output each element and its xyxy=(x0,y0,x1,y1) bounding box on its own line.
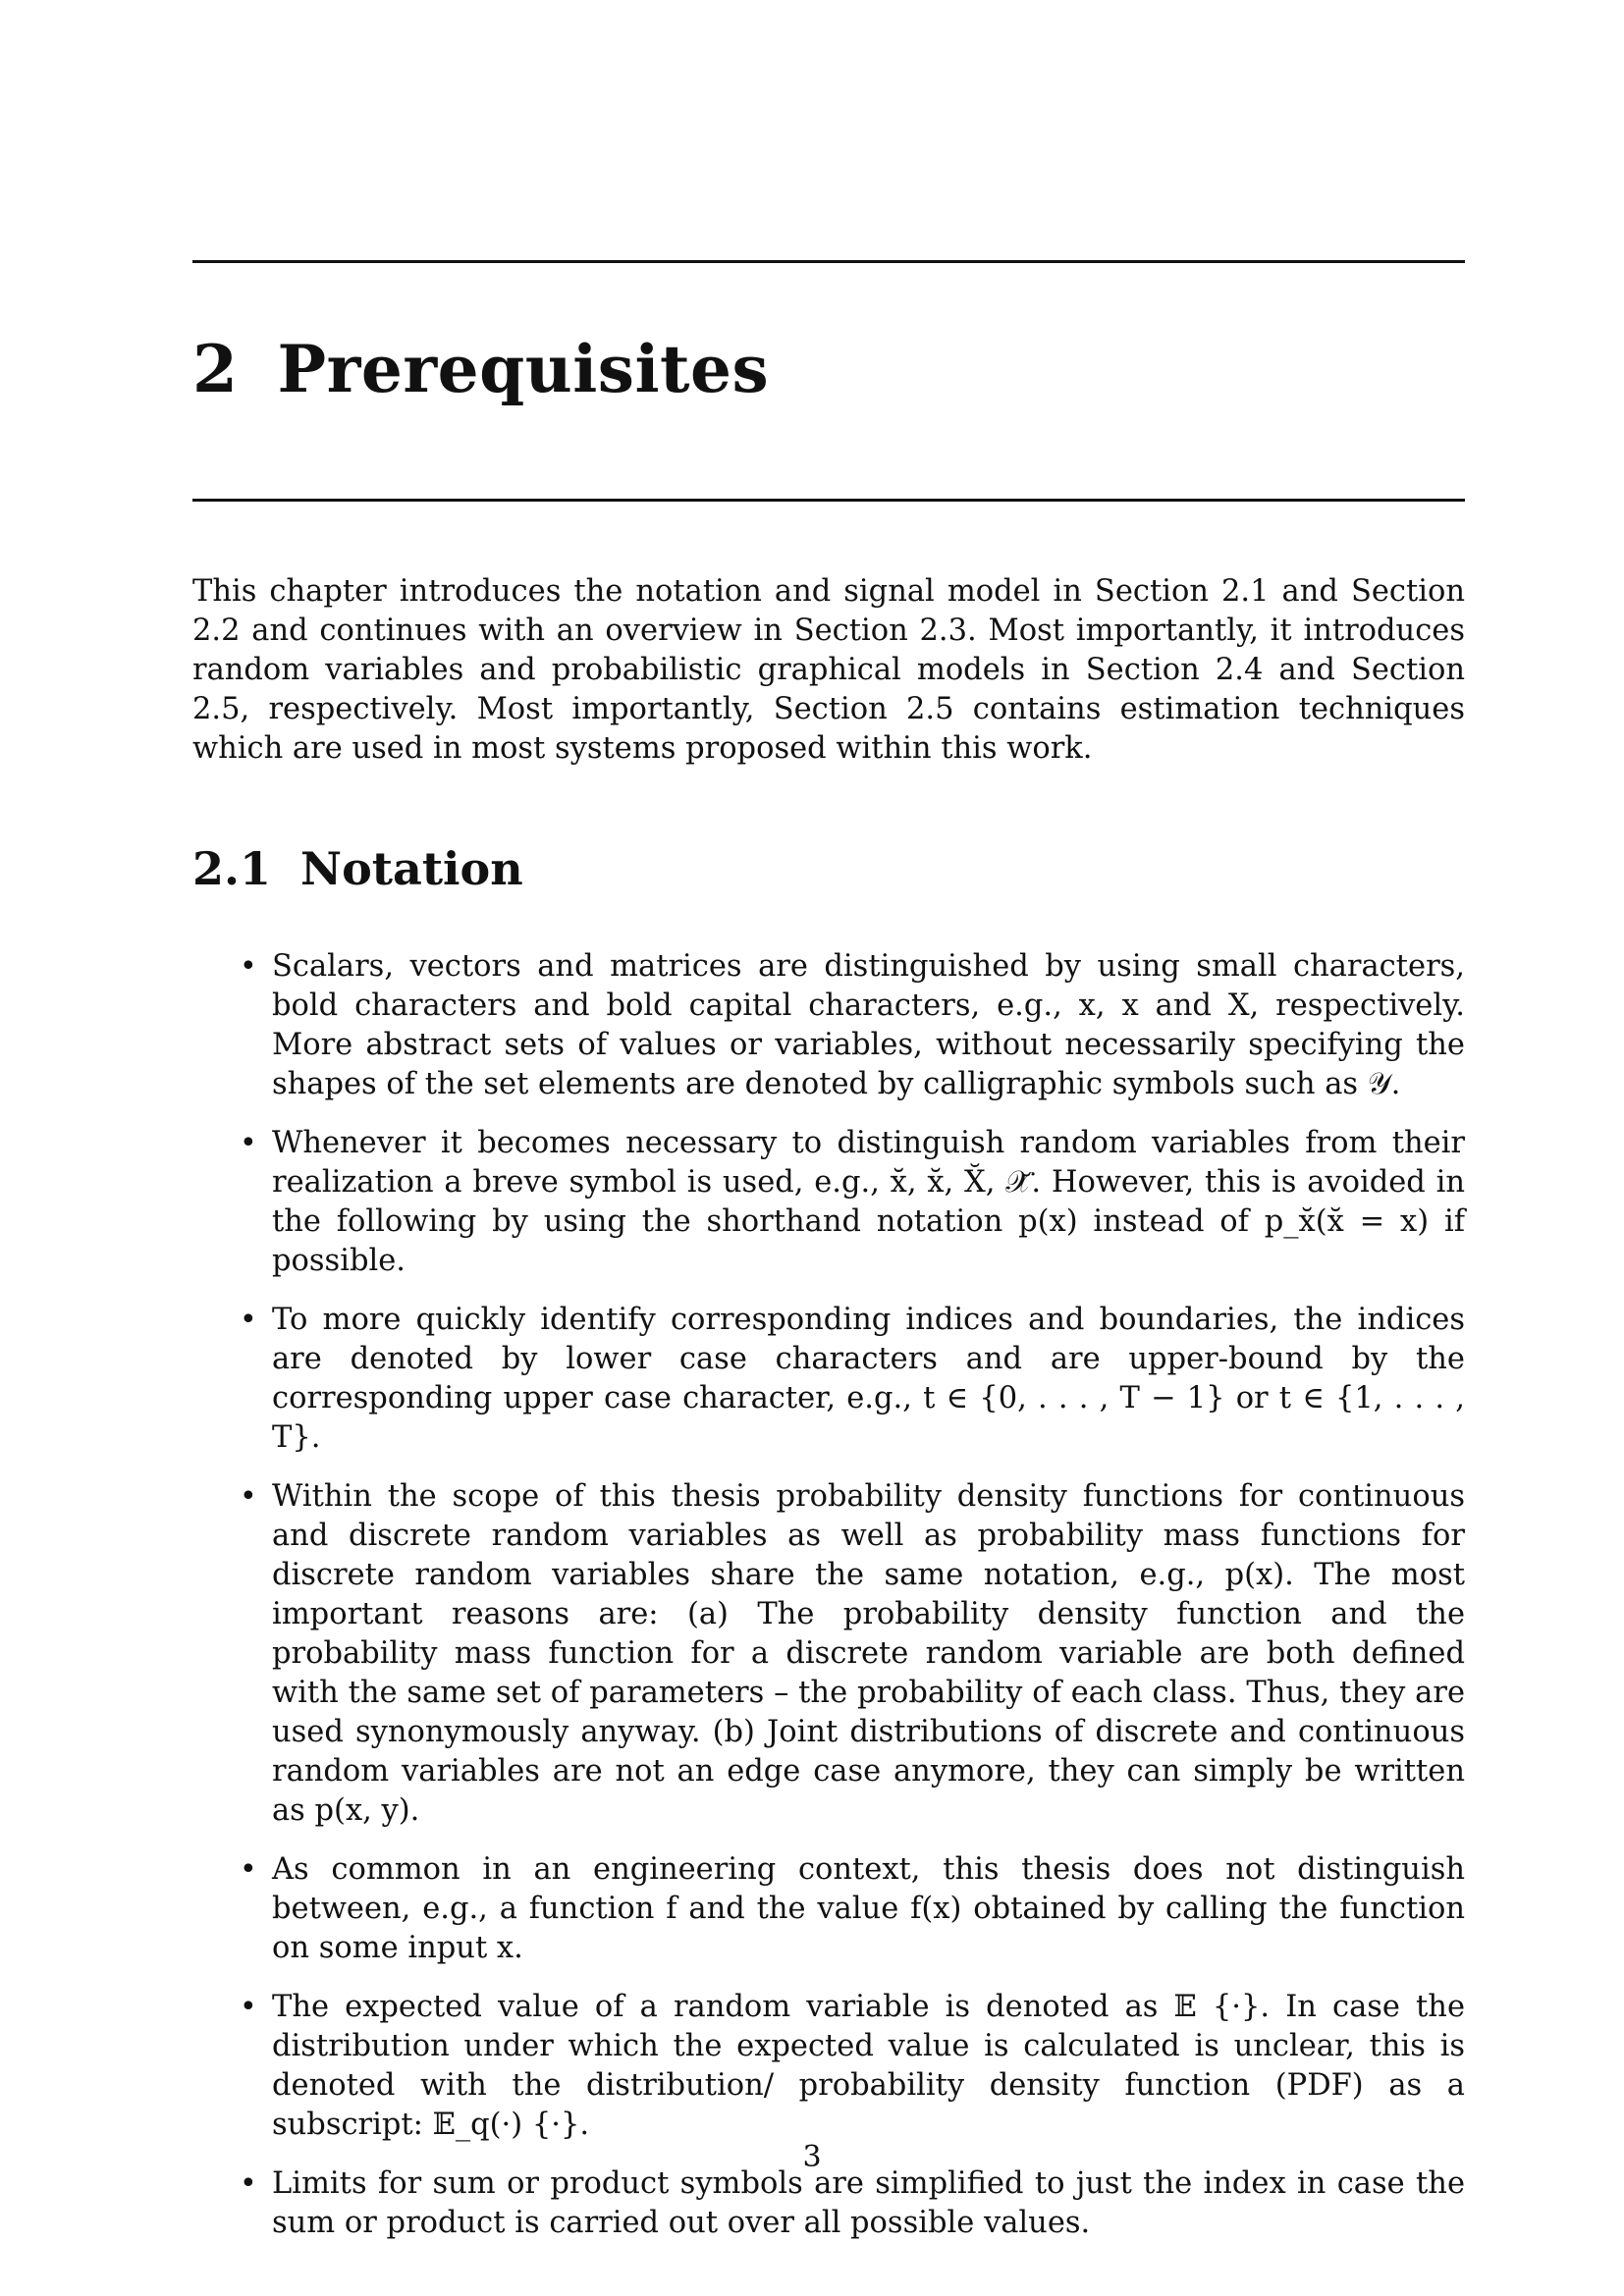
list-item: • Within the scope of this thesis probability density functions for continuous and discrete random variables as well as probability mass functions for discrete random variables share the same notation, e.g., p(x). The most important reasons are: (a) The probability density function and the probability mass function for a discrete random variable are both defined with the same set of parameters – the probability of each class. Thus, they are used synonymously anyway. (b) Joint distributions of discrete and continuous random variables are not an edge case anymore, they can simply be written as p(x, y). xyxy=(192,1477,1465,1831)
chapter-top-rule xyxy=(192,260,1465,263)
list-item: • Scalars, vectors and matrices are distinguished by using small characters, bold characters and bold capital characters, e.g., x, x and X, respectively. More abstract sets of values or variables, without necessarily specifying the shapes of the set elements are denoted by calligraphic symbols such as 𝒴. xyxy=(192,947,1465,1104)
list-item: • To more quickly identify corresponding indices and boundaries, the indices are denoted by lower case characters and are upper-bound by the corresponding upper case character, e.g., t ∈ {0, . . . , T − 1} or t ∈ {1, . . . , T}. xyxy=(192,1301,1465,1458)
page-number: 3 xyxy=(802,2140,822,2174)
list-item: • The expected value of a random variable is denoted as 𝔼 {·}. In case the distribution under which the expected value is calculated is unclear, this is denoted with the distribution/ probability density function (PDF) as a subscript: 𝔼_q(·) {·}. xyxy=(192,1988,1465,2145)
intro-paragraph: This chapter introduces the notation and signal model in Section 2.1 and Section 2.2 and continues with an overview in Section 2.3. Most importantly, it introduces random variables and probabilistic graphical models in Section 2.4 and Section 2.5, respectively. Most importantly, Section 2.5 contains estimation techniques which are used in most systems proposed within this work. xyxy=(192,574,1465,766)
chapter-bottom-rule xyxy=(192,499,1465,502)
section-title xyxy=(192,844,523,894)
list-item: • As common in an engineering context, this thesis does not distinguish between, e.g., a function f and the value f(x) obtained by calling the function on some input x. xyxy=(192,1850,1465,1968)
section-number: 2.1 xyxy=(192,842,272,895)
list-item: • Limits for sum or product symbols are simplified to just the index in case the sum or product is carried out over all possible values. xyxy=(192,2164,1465,2243)
chapter-number: 2 xyxy=(192,331,239,407)
list-item: • Whenever it becomes necessary to distinguish random variables from their realization a breve symbol is used, e.g., x̆, x̆, X̆, 𝒳̆. However, this is avoided in the following by using the shorthand notation p(x) instead of p_x̆(x̆ = x) if possible. xyxy=(192,1124,1465,1281)
notation-list xyxy=(192,947,1465,2263)
section-title-text: Notation xyxy=(300,842,523,895)
chapter-title-text: Prerequisites xyxy=(277,331,770,407)
chapter-title xyxy=(192,331,770,407)
